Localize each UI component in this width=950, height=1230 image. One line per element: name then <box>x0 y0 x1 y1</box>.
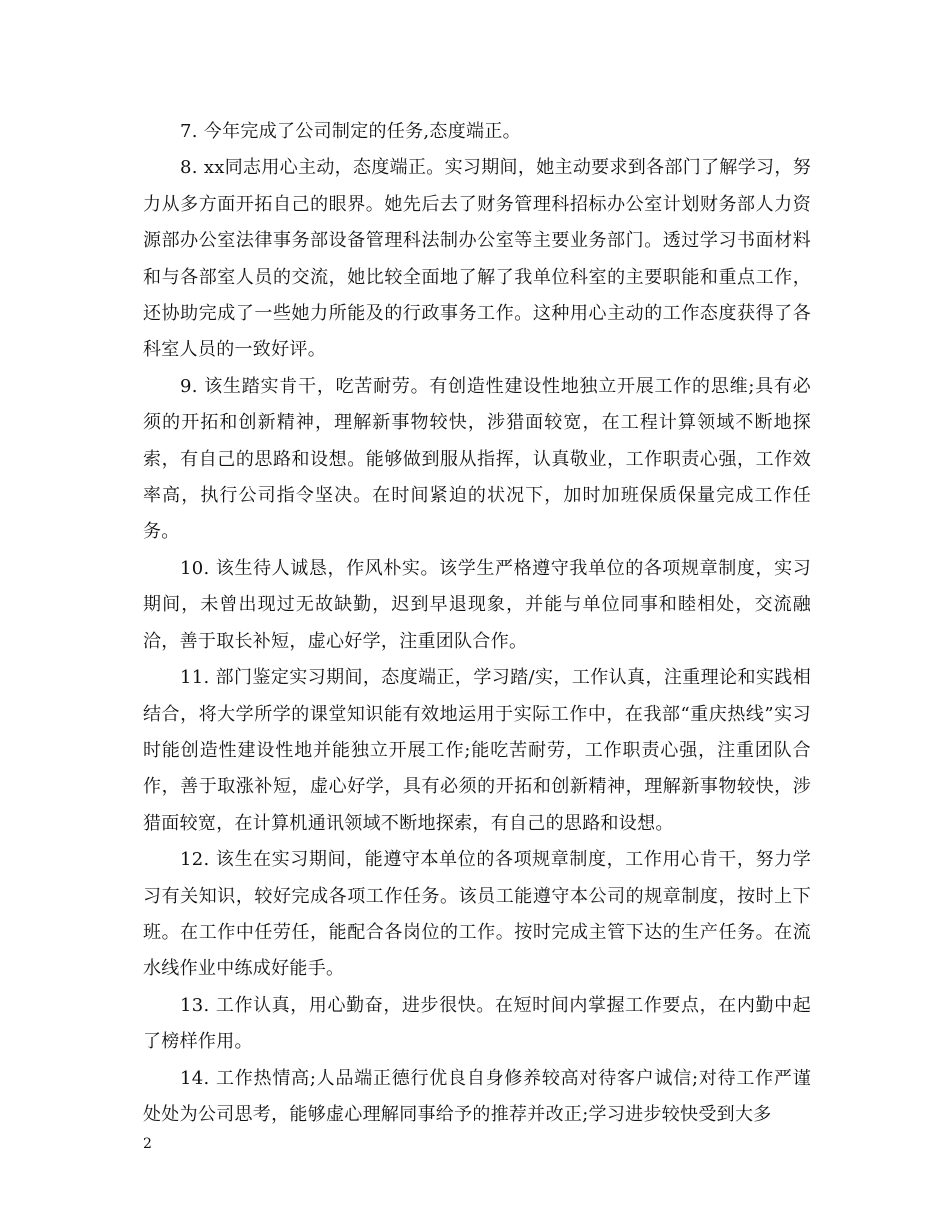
paragraph-8: 8. xx同志用心主动，态度端正。实习期间，她主动要求到各部门了解学习，努力从多方面开拓自己的眼界。她先后去了财务管理科招标办公室计划财务部人力资源部办公室法律事务部设备管理科法制办公室等主要业务部门。透过学习书面材料和与各部室人员的交流，她比较全面地了解了我单位科室的主要职能和重点工作，还协助完成了一些她力所能及的行政事务工作。这种用心主动的工作态度获得了各科室人员的一致好评。 <box>143 157 811 361</box>
body-text <box>143 114 811 1133</box>
paragraph-7: 7. 今年完成了公司制定的任务,态度端正。 <box>180 121 521 142</box>
paragraph-11: 11. 部门鉴定实习期间，态度端正，学习踏/实，工作认真，注重理论和实践相结合，将大学所学的课堂知识能有效地运用于实际工作中，在我部“重庆热线”实习时能创造性建设性地并能独立开展工作;能吃苦耐劳，工作职责心强，注重团队合作，善于取涨补短，虚心好学，具有必须的开拓和创新精神，理解新事物较快，涉猎面较宽，在计算机通讯领域不断地探索，有自己的思路和设想。 <box>143 667 811 834</box>
paragraph-14: 14. 工作热情高;人品端正德行优良自身修养较高对待客户诚信;对待工作严谨处处为公司思考，能够虚心理解同事给予的推荐并改正;学习进步较快受到大多 <box>143 1067 811 1125</box>
paragraph-9: 9. 该生踏实肯干，吃苦耐劳。有创造性建设性地独立开展工作的思维;具有必须的开拓和创新精神，理解新事物较快，涉猎面较宽，在工程计算领域不断地探索，有自己的思路和设想。能够做到服从指挥，认真敬业，工作职责心强，工作效率高，执行公司指令坚决。在时间紧迫的状况下，加时加班保质保量完成工作任务。 <box>143 375 811 543</box>
paragraph-10: 10. 该生待人诚恳，作风朴实。该学生严格遵守我单位的各项规章制度，实习期间，未曾出现过无故缺勤，迟到早退现象，并能与单位同事和睦相处，交流融洽，善于取长补短，虚心好学，注重团队合作。 <box>143 557 811 652</box>
paragraph-12: 12. 该生在实习期间，能遵守本单位的各项规章制度，工作用心肯干，努力学习有关知识，较好完成各项工作任务。该员工能遵守本公司的规章制度，按时上下班。在工作中任劳任，能配合各岗位的工作。按时完成主管下达的生产任务。在流水线作业中练成好能手。 <box>143 849 811 980</box>
page-number: 2 <box>143 1136 152 1152</box>
paragraph-13: 13. 工作认真，用心勤奋，进步很快。在短时间内掌握工作要点，在内勤中起了榜样作用。 <box>143 994 811 1053</box>
